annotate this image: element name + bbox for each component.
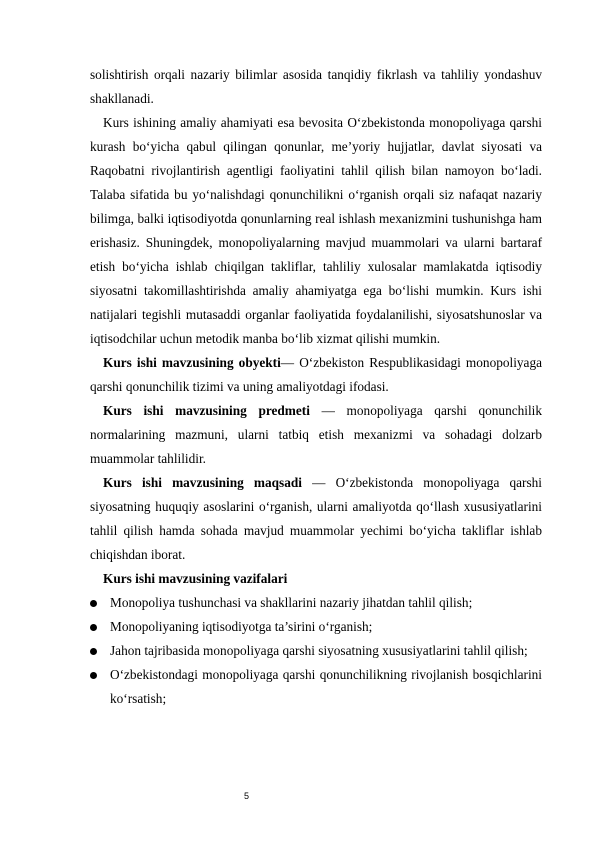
list-item	[90, 615, 542, 639]
list-item-text: Monopoliya tushunchasi va shakllarini nazariy jihatdan tahlil qilish;	[110, 595, 473, 610]
goal-label: Kurs ishi mavzusining maqsadi	[103, 475, 302, 490]
object-paragraph	[90, 351, 542, 399]
intro-continuation-paragraph: solishtirish orqali nazariy bilimlar asosida tanqidiy fikrlash va tahliliy yondashuv shakllanadi.	[90, 67, 542, 106]
subject-text: — monopoliyaga qarshi qonunchilik normalarining mazmuni, ularni tatbiq etish mexanizmi va sohadagi dolzarb muammolar tahlilidir.	[90, 403, 542, 466]
object-dash: —	[280, 355, 295, 370]
list-item-text: Jahon tajribasida monopoliyaga qarshi siyosatning xususiyatlarini tahlil qilish;	[110, 643, 528, 658]
list-item	[90, 639, 542, 663]
practical-significance-paragraph: Kurs ishining amaliy ahamiyati esa bevosita O‘zbekistonda monopoliyaga qarshi kurash bo‘yicha qabul qilingan qonunlar, me’yoriy hujjatlar, davlat siyosati va Raqobatni rivojlantirish agentligi faoliyatini tahlil qilish bilan namoyon bo‘ladi. Talaba sifatida bu yo‘nalishdagi qonunchilikni o‘rganish orqali siz nafaqat nazariy bilimga, balki iqtisodiyotda qonunlarning real ishlash mexanizmini tushunishga ham erishasiz. Shuningdek, monopoliyalarning mavjud muammolari va ularni bartaraf etish bo‘yicha ishlab chiqilgan takliflar, tahliliy xulosalar mamlakatda iqtisodiy siyosatni takomillashtirishda amaliy ahamiyatga ega bo‘lishi mumkin. Kurs ishi natijalari tegishli mutasaddi organlar faoliyatida foydalanilishi, siyosatshunoslar va iqtisodchilar uchun metodik manba bo‘lib xizmat qilishi mumkin.	[90, 115, 542, 346]
tasks-list	[90, 591, 542, 711]
document-page	[90, 63, 542, 711]
bullet-icon	[90, 648, 97, 655]
list-item-text: O‘zbekistondagi monopoliyaga qarshi qonunchilikning rivojlanish bosqichlarini ko‘rsatish;	[110, 667, 542, 706]
object-label: Kurs ishi mavzusining obyekti	[103, 355, 281, 370]
page-number: 5	[244, 791, 250, 801]
object-text: O‘zbekiston Respublikasidagi monopoliyaga qarshi qonunchilik tizimi va uning amaliyotdagi ifodasi.	[90, 355, 543, 394]
list-item	[90, 663, 542, 711]
list-item-text: Monopoliyaning iqtisodiyotga ta’sirini o‘rganish;	[110, 619, 373, 634]
list-item	[90, 591, 542, 615]
tasks-heading: Kurs ishi mavzusining vazifalari	[103, 571, 288, 586]
bullet-icon	[90, 624, 97, 631]
bullet-icon	[90, 672, 97, 679]
subject-label: Kurs ishi mavzusining predmeti	[103, 403, 310, 418]
goal-text: — O‘zbekistonda monopoliyaga qarshi siyosatning huquqiy asoslarini o‘rganish, ularni amaliyotda qo‘llash xususiyatlarini tahlil qilish hamda sohada mavjud muammolar yechimi bo‘yicha takliflar ishlab chiqishdan iborat.	[90, 475, 543, 562]
bullet-icon	[90, 600, 97, 607]
subject-paragraph	[90, 399, 542, 471]
goal-paragraph	[90, 471, 542, 567]
